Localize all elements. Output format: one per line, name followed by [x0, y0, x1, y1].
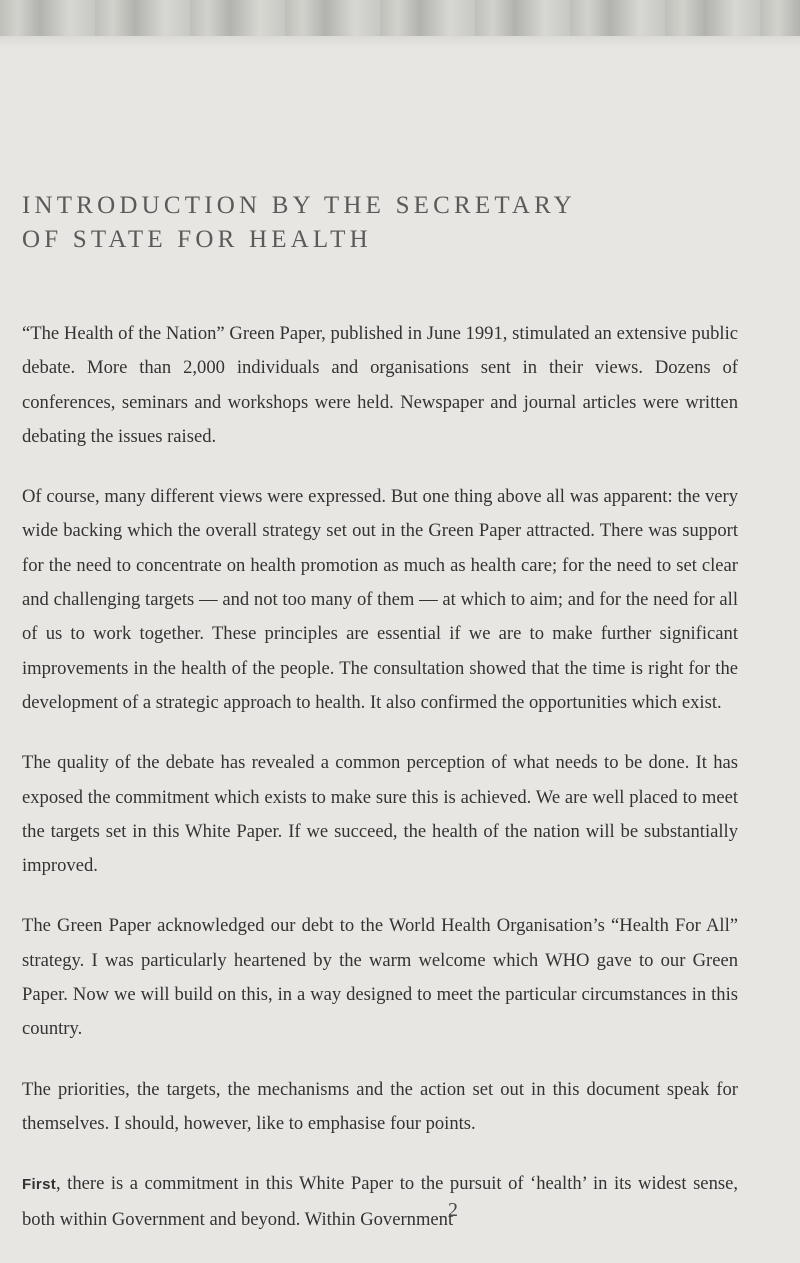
heading-line-1: INTRODUCTION BY THE SECRETARY — [22, 192, 576, 219]
paragraph-quality-of-debate: The quality of the debate has revealed a common perception of what needs to be done. It has exposed the commitment which exists to make sure this is achieved. We are well placed to meet the targets set in this White Paper. If we succeed, the health of the nation will be substantially improved. — [22, 752, 738, 877]
heading-line-2: OF STATE FOR HEALTH — [22, 226, 372, 253]
document-body — [22, 317, 738, 1263]
paragraph-first-point-text: , there is a commitment in this White Paper to the pursuit of ‘health’ in its widest sense, both within Government and beyond. Within Government — [22, 1173, 738, 1230]
page-heading — [22, 189, 782, 257]
paragraph-green-paper: “The Health of the Nation” Green Paper, published in June 1991, stimulated an extensive public debate. More than 2,000 individuals and organisations sent in their views. Dozens of conferences, seminars and workshops were held. Newspaper and journal articles were written debating the issues raised. — [22, 323, 738, 447]
paragraph-priorities: The priorities, the targets, the mechanisms and the action set out in this document speak for themselves. I should, however, like to emphasise four points. — [22, 1078, 738, 1134]
scanned-image-strip — [0, 0, 800, 36]
paragraph-views-expressed: Of course, many different views were expressed. But one thing above all was apparent: the very wide backing which the overall strategy set out in the Green Paper attracted. There was support for the need to concentrate on health promotion as much as health care; for the need to set clear and challenging targets — and not too many of them — at which to aim; and for the need for all of us to work together. These principles are essential if we are to make further significant improvements in the health of the people. The consultation showed that the time is right for the development of a strategic approach to health. It also confirmed the opportunities which exist. — [22, 486, 738, 713]
lead-word: First — [22, 1176, 57, 1194]
paragraph-who-strategy: The Green Paper acknowledged our debt to the World Health Organisation’s “Health For All” strategy. I was particularly heartened by the warm welcome which WHO gave to our Green Paper. Now we will build on this, in a way designed to meet the particular circumstances in this country. — [22, 915, 738, 1040]
page-number: 2 — [448, 1199, 458, 1221]
paragraph-first-point — [22, 1167, 738, 1237]
